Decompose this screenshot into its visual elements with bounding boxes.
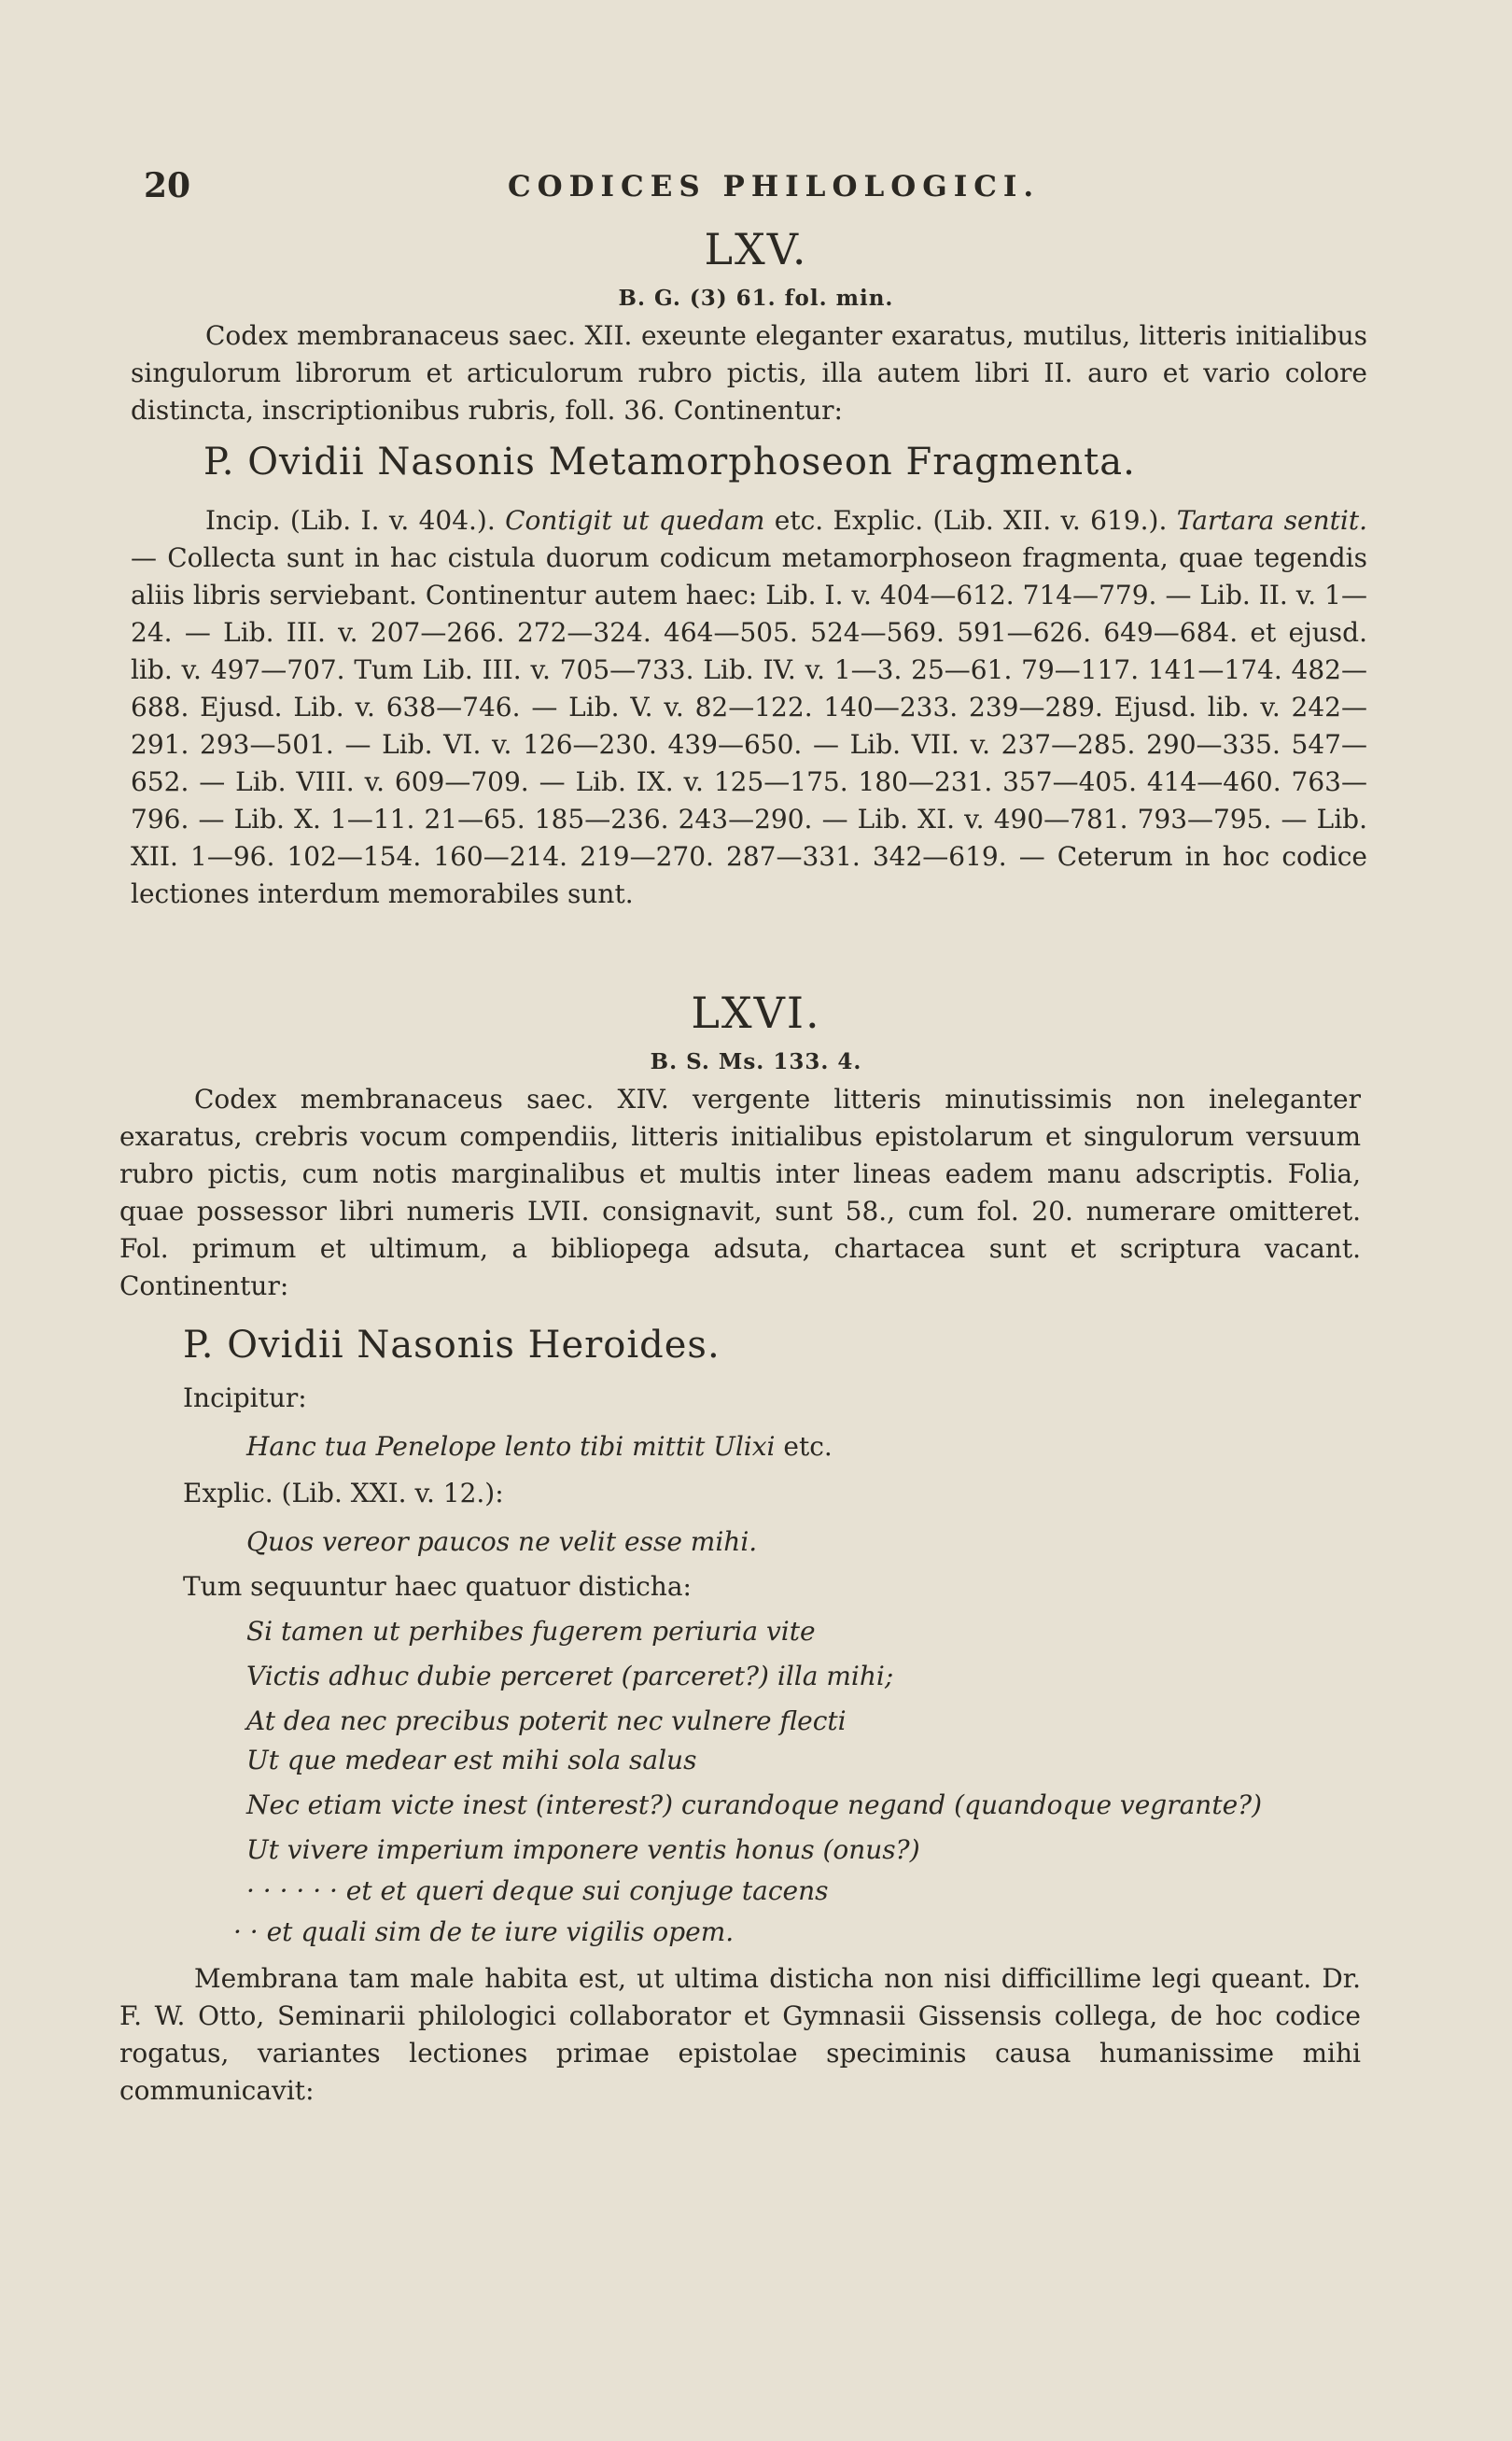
- incipit-words: Contigit ut quedam: [505, 505, 765, 536]
- explicit-words: Tartara sentit.: [1176, 505, 1367, 536]
- distich-line: Ut que medear est mihi sola salus: [246, 1745, 697, 1775]
- closing-paragraph: Membrana tam male habita est, ut ultima disticha non nisi difficillime legi queant. Dr. F. W. Otto, Seminarii philologici collaborator et Gymnasii Gissensis collega, de hoc codice rogatus, variantes lectiones primae epistolae speciminis causa humanissime mihi communicavit:: [119, 1963, 1361, 2106]
- contents-text: — Collecta sunt in hac cistula duorum codicum metamorphoseon fragmenta, quae tegendis aliis libris serviebant. Continentur autem haec: Lib. I. v. 404—612. 714—779. — Lib. II. v. 1—24. — Lib. III. v. 207—266. 272—324. 464—505. 524—569. 591—626. 649—684. et ejusd. lib. v. 497—707. Tum Lib. III. v. 705—733. Lib. IV. v. 1—3. 25—61. 79—117. 141—174. 482—688. Ejusd. Lib. v. 638—746. — Lib. V. v. 82—122. 140—233. 239—289. Ejusd. lib. v. 242—291. 293—501. — Lib. VI. v. 126—230. 439—650. — Lib. VII. v. 237—285. 290—335. 547—652. — Lib. VIII. v. 609—709. — Lib. IX. v. 125—175. 180—231. 357—405. 414—460. 763—796. — Lib. X. 1—11. 21—65. 185—236. 243—290. — Lib. XI. v. 490—781. 793—795. — Lib. XII. 1—96. 102—154. 160—214. 219—270. 287—331. 342—619. — Ceterum in hoc codice lectiones interdum memorabiles sunt.: [131, 542, 1367, 909]
- contents-lxv: [131, 502, 1367, 913]
- section-number-lxv: LXV.: [704, 224, 808, 274]
- explicit-label: etc. Explic. (Lib. XII. v. 619.).: [774, 505, 1168, 536]
- distich-line: · · · · · · et et queri deque sui conjuge tacens: [246, 1875, 829, 1906]
- incipit-etc: etc.: [783, 1431, 833, 1462]
- work-title-metamorphoses: P. Ovidii Nasonis Metamorphoseon Fragmenta.: [203, 441, 1136, 484]
- distich-line: Nec etiam victe inest (interest?) curandoque negand (quandoque vegrante?): [246, 1789, 1263, 1820]
- distich-line: Victis adhuc dubie perceret (parceret?) illa mihi;: [246, 1661, 894, 1691]
- page-number: 20: [144, 166, 191, 205]
- shelfmark-lxv: B. G. (3) 61. fol. min.: [618, 286, 894, 311]
- disticha-intro: Tum sequuntur haec quatuor disticha:: [183, 1571, 692, 1602]
- incipitur-label: Incipitur:: [183, 1382, 307, 1413]
- distich-line: · · et quali sim de te iure vigilis opem.: [233, 1916, 735, 1947]
- description-lxv: Codex membranaceus saec. XII. exeunte eleganter exaratus, mutilus, litteris initialibus singulorum librorum et articulorum rubro pictis, illa autem libri II. auro et vario colore distincta, inscriptionibus rubris, foll. 36. Continentur:: [131, 320, 1367, 426]
- incipit-verse: Hanc tua Penelope lento tibi mittit Ulixi: [246, 1431, 776, 1462]
- incipit-label: Incip. (Lib. I. v. 404.).: [205, 505, 496, 536]
- page-header: [144, 166, 1376, 213]
- description-lxvi: Codex membranaceus saec. XIV. vergente litteris minutissimis non ineleganter exaratus, crebris vocum compendiis, litteris initialibus epistolarum et singulorum versuum rubro pictis, cum notis marginalibus et multis inter lineas eadem manu adscriptis. Folia, quae possessor libri numeris LVII. consignavit, sunt 58., cum fol. 20. numerare omitteret. Fol. primum et ultimum, a bibliopega adsuta, chartacea sunt et scriptura vacant. Continentur:: [119, 1084, 1361, 1301]
- section-number-lxvi: LXVI.: [691, 988, 821, 1038]
- work-title-heroides: P. Ovidii Nasonis Heroides.: [183, 1324, 721, 1367]
- distich-line: Si tamen ut perhibes fugerem periuria vite: [246, 1616, 816, 1647]
- running-title: CODICES PHILOLOGICI.: [508, 170, 1041, 203]
- incipit-line: [246, 1428, 833, 1466]
- explicit-label: Explic. (Lib. XXI. v. 12.):: [183, 1478, 504, 1508]
- shelfmark-lxvi: B. S. Ms. 133. 4.: [650, 1049, 862, 1074]
- explicit-verse: Quos vereor paucos ne velit esse mihi.: [246, 1526, 758, 1557]
- distich-line: Ut vivere imperium imponere ventis honus (onus?): [246, 1834, 920, 1865]
- distich-line: At dea nec precibus poterit nec vulnere flecti: [246, 1705, 847, 1736]
